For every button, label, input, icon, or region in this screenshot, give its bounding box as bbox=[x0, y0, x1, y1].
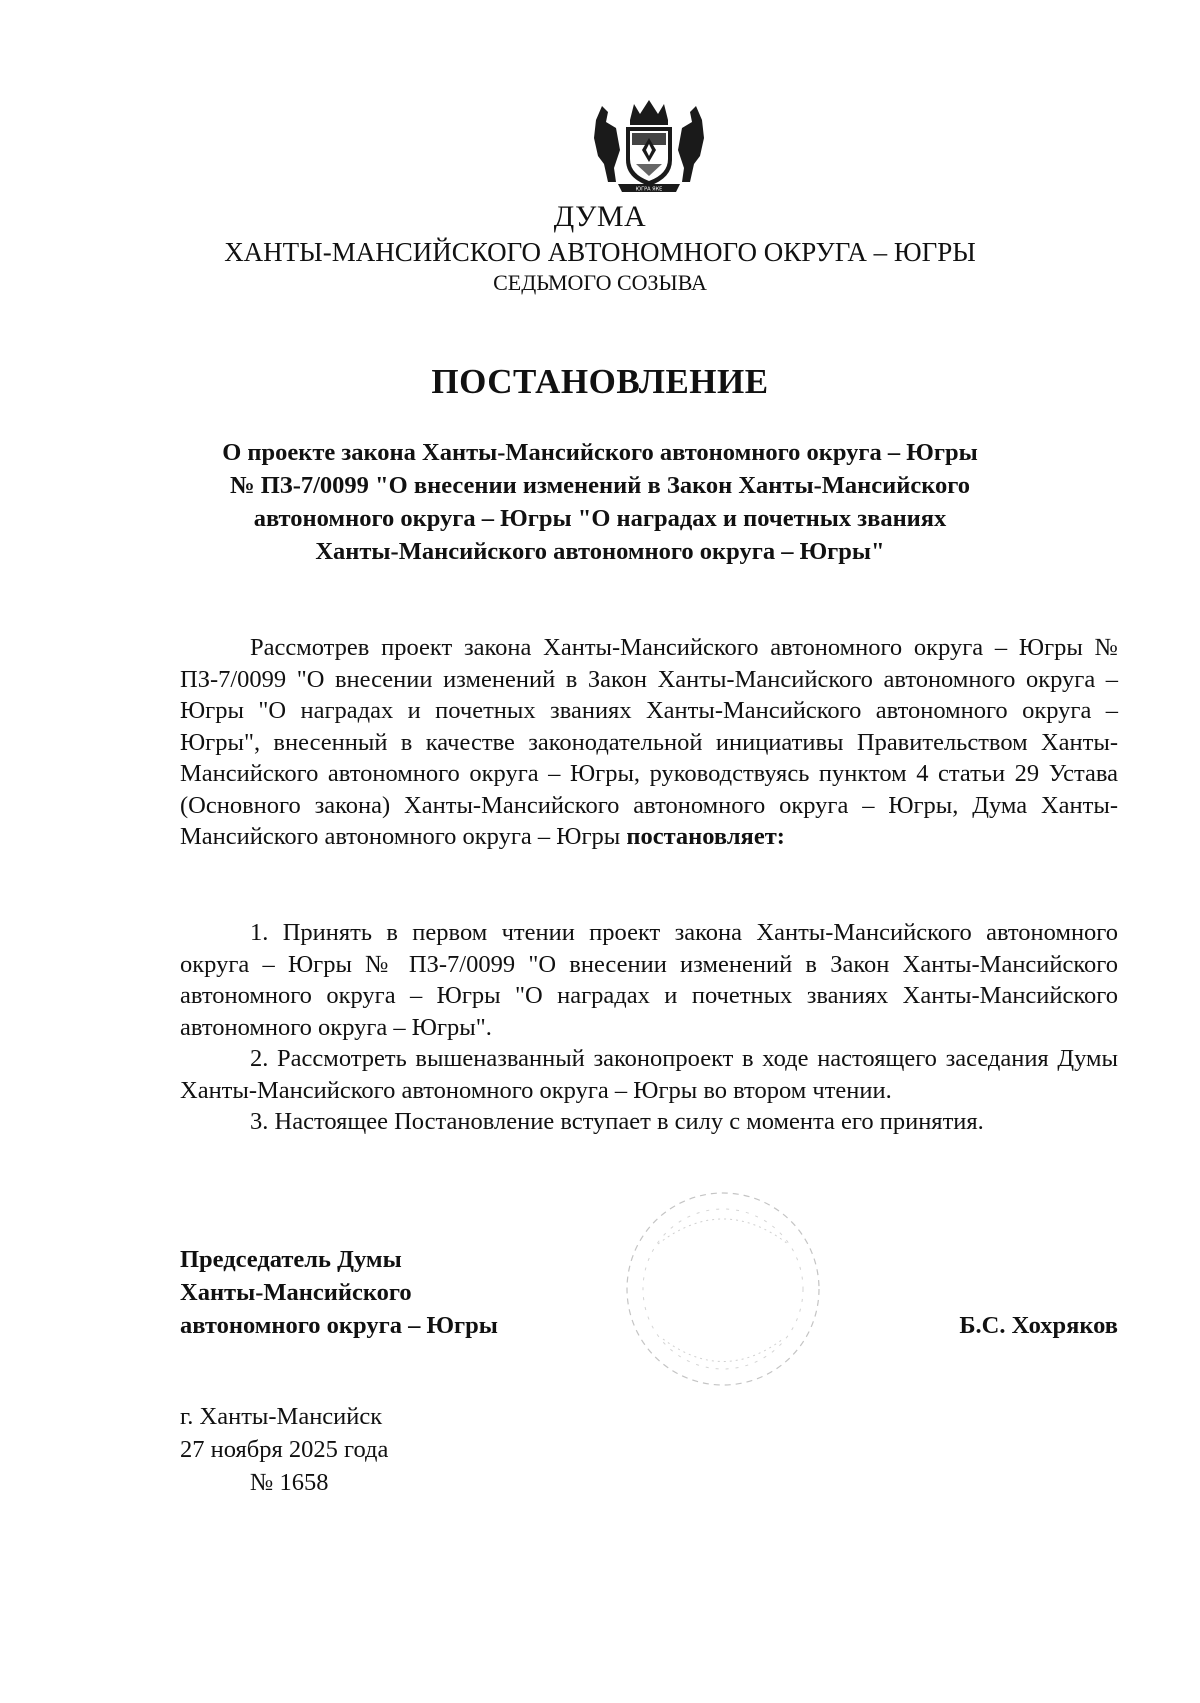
emblem-motto: ЮГРА ЯКЕ bbox=[635, 186, 663, 193]
resolution-point: 2. Рассмотреть вышеназванный законопроект в ходе настоящего заседания Думы Ханты-Мансийского автономного округа – Югры во втором чтении. bbox=[180, 1045, 1118, 1104]
signer-position-line: Ханты-Мансийского bbox=[180, 1279, 412, 1306]
preamble-text: Рассмотрев проект закона Ханты-Мансийского автономного округа – Югры № ПЗ-7/0099 "О внесении изменений в Закон Ханты-Мансийского автономного округа – Югры "О наградах и почетных званиях Ханты-Мансийского автономного округа – Югры", внесенный в качестве законодательной инициативы Правительством Ханты-Мансийского автономного округа – Югры, руководствуясь пунктом 4 статьи 29 Устава (Основного закона) Ханты-Мансийского автономного округа – Югры, Дума Ханты-Мансийского автономного округа – Югры bbox=[180, 634, 1118, 850]
signer-name: Б.С. Хохряков bbox=[959, 1312, 1118, 1339]
preamble bbox=[180, 632, 1118, 853]
resolution-point: 3. Настоящее Постановление вступает в силу с момента его принятия. bbox=[250, 1108, 984, 1135]
document-title bbox=[190, 436, 1010, 568]
document-date: 27 ноября 2025 года bbox=[180, 1436, 389, 1463]
document-number: № 1658 bbox=[250, 1469, 329, 1496]
region-name: ХАНТЫ-МАНСИЙСКОГО АВТОНОМНОГО ОКРУГА – ЮГРЫ bbox=[224, 237, 976, 267]
document-type: ПОСТАНОВЛЕНИЕ bbox=[431, 362, 769, 401]
coat-of-arms-icon bbox=[590, 98, 708, 196]
convocation: СЕДЬМОГО СОЗЫВА bbox=[493, 270, 707, 295]
organization-name: ДУМА bbox=[553, 200, 647, 233]
signer-position-line: автономного округа – Югры bbox=[180, 1312, 498, 1339]
document-title-line: автономного округа – Югры "О наградах и почетных званиях bbox=[253, 505, 947, 532]
signer-position-line: Председатель Думы bbox=[180, 1246, 402, 1273]
preamble-resolves: постановляет: bbox=[626, 823, 785, 850]
resolution-point: 1. Принять в первом чтении проект закона Ханты-Мансийского автономного округа – Югры № ПЗ-7/0099 "О внесении изменений в Закон Ханты-Мансийского автономного округа – Югры "О наградах и почетных званиях Ханты-Мансийского автономного округа – Югры". bbox=[180, 919, 1118, 1041]
document-title-line: № ПЗ-7/0099 "О внесении изменений в Закон Ханты-Мансийского bbox=[229, 472, 971, 499]
signer-position bbox=[180, 1243, 498, 1342]
document-title-line: О проекте закона Ханты-Мансийского автономного округа – Югры bbox=[222, 439, 978, 466]
official-stamp bbox=[618, 1184, 828, 1394]
place-and-date bbox=[180, 1400, 388, 1499]
document-title-line: Ханты-Мансийского автономного округа – Югры" bbox=[315, 538, 885, 565]
document-place: г. Ханты-Мансийск bbox=[180, 1403, 383, 1430]
resolution-points bbox=[180, 917, 1118, 1138]
